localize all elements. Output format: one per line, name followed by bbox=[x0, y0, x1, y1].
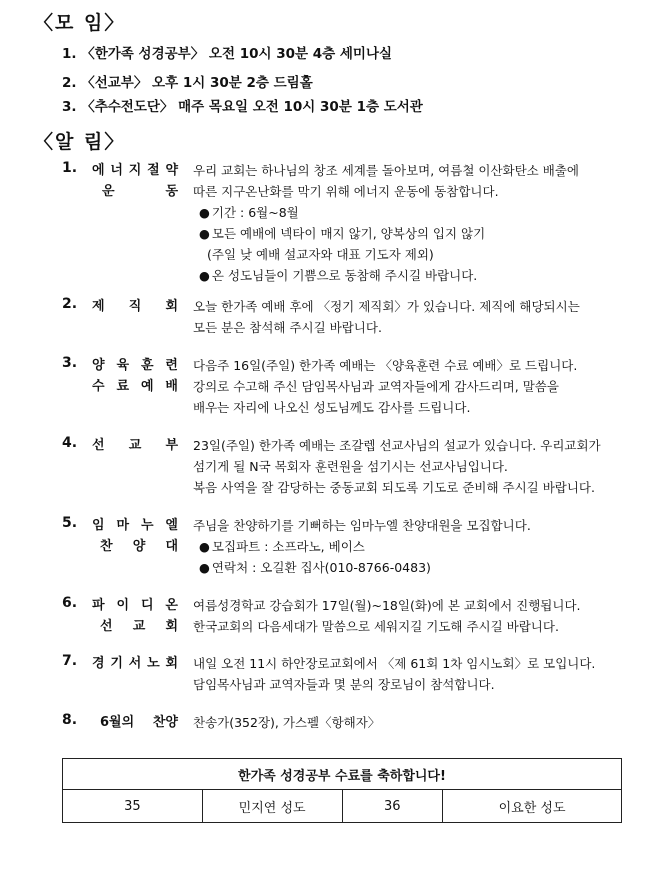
notice-number: 3. bbox=[62, 355, 78, 371]
notice-body: 주님을 찬양하기를 기뻐하는 임마누엘 찬양대원을 모집합니다. ● 모집파트 : 소프라노, 베이스 ● 연락처 : 오길환 집사(010-8766-0483) bbox=[193, 518, 531, 575]
notice-number: 7. bbox=[62, 653, 78, 669]
notice-body: 오늘 한가족 예배 후에 〈정기 제직회〉가 있습니다. 제직에 해당되시는 모든 분은 참석해 주시길 바랍니다. bbox=[193, 299, 580, 335]
notice-label: 파 이 디 온 선 교 회 bbox=[92, 598, 178, 634]
congrats-table bbox=[62, 758, 622, 823]
table-row bbox=[63, 790, 622, 823]
notice-label: 선 교 부 bbox=[92, 438, 178, 453]
notice-number: 4. bbox=[62, 435, 78, 451]
notice-number: 2. bbox=[62, 296, 78, 312]
bullet-icon: ● bbox=[199, 539, 210, 554]
notice-body: 내일 오전 11시 하안장로교회에서 〈제 61회 1차 임시노회〉로 모입니다. 담임목사님과 교역자들과 몇 분의 장로님이 참석합니다. bbox=[193, 656, 596, 692]
notice-number: 8. bbox=[62, 712, 78, 728]
bullet-icon: ● bbox=[199, 226, 210, 241]
notice-label: 제 직 회 bbox=[92, 299, 178, 314]
bullet-icon: ● bbox=[199, 205, 210, 220]
notice-label: 임 마 누 엘 찬 양 대 bbox=[92, 518, 178, 554]
notice-number: 6. bbox=[62, 595, 78, 611]
notice-label: 에 너 지 절 약 운 동 bbox=[92, 163, 178, 199]
notice-body: 여름성경학교 강습회가 17일(월)~18일(화)에 본 교회에서 진행됩니다. 한국교회의 다음세대가 말씀으로 세워지길 기도해 주시길 바랍니다. bbox=[193, 598, 581, 634]
congrats-title: 한가족 성경공부 수료를 축하합니다! bbox=[63, 759, 622, 790]
notice-body: 23일(주일) 한가족 예배는 조갈렙 선교사님의 설교가 있습니다. 우리교회가 섬기게 될 N국 목회자 훈련원을 섬기시는 선교사님입니다. 복음 사역을 잘 감당하는 중동교회 되도록 기도로 준비해 주시길 바랍니다. bbox=[193, 438, 601, 495]
table-cell: 35 bbox=[63, 790, 203, 823]
meeting-item: 1. 〈한가족 성경공부〉 오전 10시 30분 4층 세미나실 bbox=[62, 46, 393, 62]
notice-label: 양 육 훈 련 수 료 예 배 bbox=[92, 358, 178, 394]
notice-number: 1. bbox=[62, 160, 78, 176]
meeting-item: 3. 〈추수전도단〉 매주 목요일 오전 10시 30분 1층 도서관 bbox=[62, 99, 423, 115]
table-cell: 36 bbox=[342, 790, 443, 823]
table-cell: 이요한 성도 bbox=[443, 790, 622, 823]
notice-label: 6월의 찬양 bbox=[100, 715, 178, 730]
notice-number: 5. bbox=[62, 515, 78, 531]
notice-label: 경 기 서 노 회 bbox=[92, 656, 178, 671]
table-cell: 민지연 성도 bbox=[202, 790, 342, 823]
notice-body: 다음주 16일(주일) 한가족 예배는 〈양육훈련 수료 예배〉로 드립니다. 강의로 수고해 주신 담임목사님과 교역자들에게 감사드리며, 말씀을 배우는 자리에 나오신 성도님께도 감사를 드립니다. bbox=[193, 358, 578, 415]
notices-heading: 〈알 림〉 bbox=[34, 131, 126, 153]
bullet-icon: ● bbox=[199, 268, 210, 283]
notice-body: 우리 교회는 하나님의 창조 세계를 돌아보며, 여름철 이산화탄소 배출에 따른 지구온난화를 막기 위해 에너지 운동에 동참합니다. ● 기간 : 6월~8월 ● 모든 예배에 넥타이 매지 않기, 양복상의 입지 않기 (주일 낮 예배 설교자와 대표 기도자 제외) ● 온 성도님들이 기쁨으로 동참해 주시길 바랍니다. bbox=[193, 163, 579, 283]
notice-body: 찬송가(352장), 가스펠〈항해자〉 bbox=[193, 715, 381, 730]
meetings-heading: 〈모 임〉 bbox=[34, 12, 126, 34]
meeting-item: 2. 〈선교부〉 오후 1시 30분 2층 드림홀 bbox=[62, 75, 313, 91]
bullet-icon: ● bbox=[199, 560, 210, 575]
